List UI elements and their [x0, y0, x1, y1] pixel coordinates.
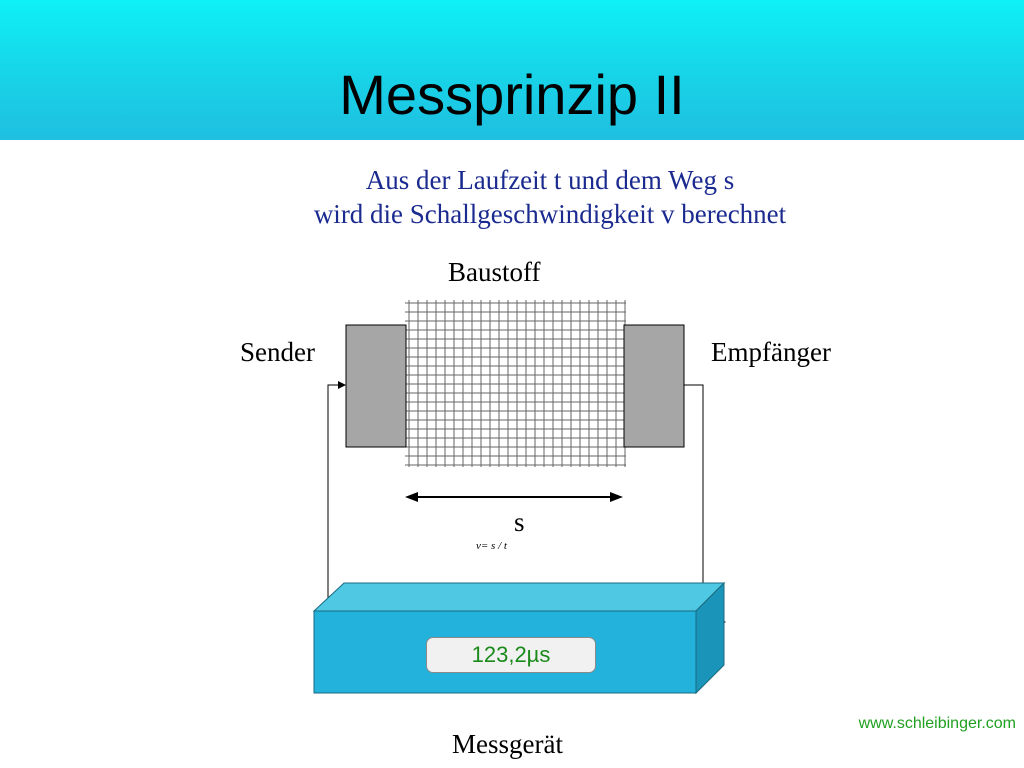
device-label: Messgerät	[452, 729, 563, 759]
distance-label: s	[514, 507, 525, 537]
device-top-face	[314, 583, 724, 611]
subtitle-line-1: Aus der Laufzeit t und dem Weg s	[365, 165, 735, 195]
sender-label: Sender	[240, 337, 315, 367]
subtitle-line-2: wird die Schallgeschwindigkeit v berechnet	[313, 199, 787, 229]
distance-arrow	[405, 492, 623, 502]
material-block	[405, 300, 626, 467]
display-readout: 123,2µs	[426, 637, 596, 673]
slide-title: Messprinzip II	[339, 63, 685, 126]
website-link[interactable]: www.schleibinger.com	[858, 715, 1016, 732]
sender-transducer	[346, 325, 406, 447]
receiver-label: Empfänger	[711, 337, 831, 367]
velocity-formula: v= s / t	[476, 540, 507, 552]
material-label: Baustoff	[448, 257, 541, 287]
receiver-transducer	[624, 325, 684, 447]
